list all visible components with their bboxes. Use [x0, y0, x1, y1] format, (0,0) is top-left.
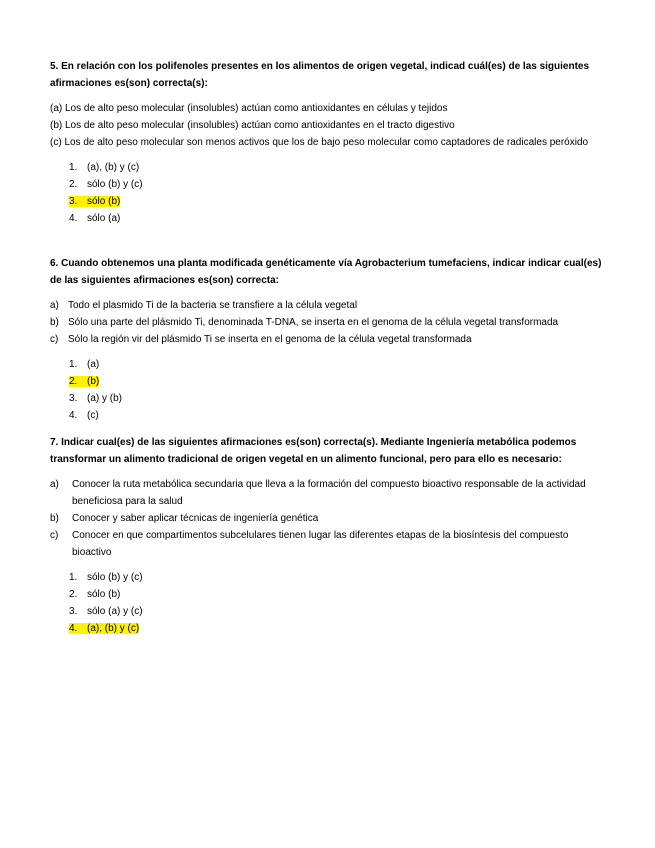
q7-statement-c: c) Conocer en que compartimentos subcelulares tienen lugar las diferentes etapas de la biosíntesis del compuesto bioactivo — [50, 530, 569, 558]
question-6-title: 6. Cuando obtenemos una planta modificada genéticamente vía Agrobacterium tumefaciens, indicar indicar cual(es) de las siguientes afirmaciones es(son) correcta: — [50, 258, 602, 286]
question-5 — [50, 58, 610, 227]
q6-option-4-text: (c) — [87, 410, 99, 421]
q6-option-3-text: (a) y (b) — [87, 393, 122, 404]
q6-statement-a: a) Todo el plasmido Ti de la bacteria se transfiere a la célula vegetal — [50, 300, 358, 311]
question-6 — [50, 255, 610, 424]
question-5-title: 5. En relación con los polifenoles presentes en los alimentos de origen vegetal, indicad cuál(es) de las siguientes afirmaciones es(son) correcta(s): — [50, 61, 590, 89]
q7-option-4-highlighted: 4. (a), (b) y (c) — [69, 623, 140, 634]
q5-option-1-text: (a), (b) y (c) — [87, 162, 140, 173]
q5-options — [50, 159, 610, 227]
q6-option-2-text: (b) — [87, 376, 100, 387]
q6-option-2-highlighted: 2. (b) — [69, 376, 100, 387]
question-7-title: 7. Indicar cual(es) de las siguientes afirmaciones es(son) correcta(s). Mediante Ingeniería metabólica podemos transformar un alimento tradicional de origen vegetal en un alimento funcional, pero para ello es necesario: — [50, 437, 577, 465]
q6-option-4: 4. (c) — [69, 410, 99, 421]
q7-statement-b: b) Conocer y saber aplicar técnicas de ingeniería genética — [50, 513, 319, 524]
q6-statement-b: b) Sólo una parte del plásmido Ti, denominada T-DNA, se inserta en el genoma de la célula vegetal transformada — [50, 317, 559, 328]
q6-option-3: 3. (a) y (b) — [69, 393, 122, 404]
q7-option-1-text: sólo (b) y (c) — [87, 572, 143, 583]
q7-option-3: 3. sólo (a) y (c) — [69, 606, 143, 617]
q5-option-2: 2. sólo (b) y (c) — [69, 179, 143, 190]
q5-statement-a: (a) Los de alto peso molecular (insolubles) actúan como antioxidantes en células y tejidos — [50, 103, 448, 114]
q7-option-1: 1. sólo (b) y (c) — [69, 572, 143, 583]
q5-statement-b: (b) Los de alto peso molecular (insolubles) actúan como antioxidantes en el tracto digestivo — [50, 120, 455, 131]
q5-option-4-text: sólo (a) — [87, 213, 121, 224]
q5-option-3-text: sólo (b) — [87, 196, 121, 207]
q6-statement-c: c) Sólo la región vir del plásmido Ti se inserta en el genoma de la célula vegetal transformada — [50, 334, 472, 345]
q6-options — [50, 356, 610, 424]
q5-option-1: 1. (a), (b) y (c) — [69, 162, 140, 173]
q7-option-4-text: (a), (b) y (c) — [87, 623, 140, 634]
q6-option-1-text: (a) — [87, 359, 100, 370]
q7-statement-a: a) Conocer la ruta metabólica secundaria que lleva a la formación del compuesto bioactivo responsable de la actividad beneficiosa para la salud — [50, 479, 586, 507]
q5-statement-c: (c) Los de alto peso molecular son menos activos que los de bajo peso molecular como captadores de radicales peróxido — [50, 137, 589, 148]
q7-option-2: 2. sólo (b) — [69, 589, 121, 600]
q7-options — [50, 569, 610, 637]
q5-option-4: 4. sólo (a) — [69, 213, 121, 224]
q6-option-1: 1. (a) — [69, 359, 100, 370]
q7-option-2-text: sólo (b) — [87, 589, 121, 600]
question-7 — [50, 434, 610, 637]
q5-option-3-highlighted: 3. sólo (b) — [69, 196, 121, 207]
q7-option-3-text: sólo (a) y (c) — [87, 606, 143, 617]
q5-option-2-text: sólo (b) y (c) — [87, 179, 143, 190]
